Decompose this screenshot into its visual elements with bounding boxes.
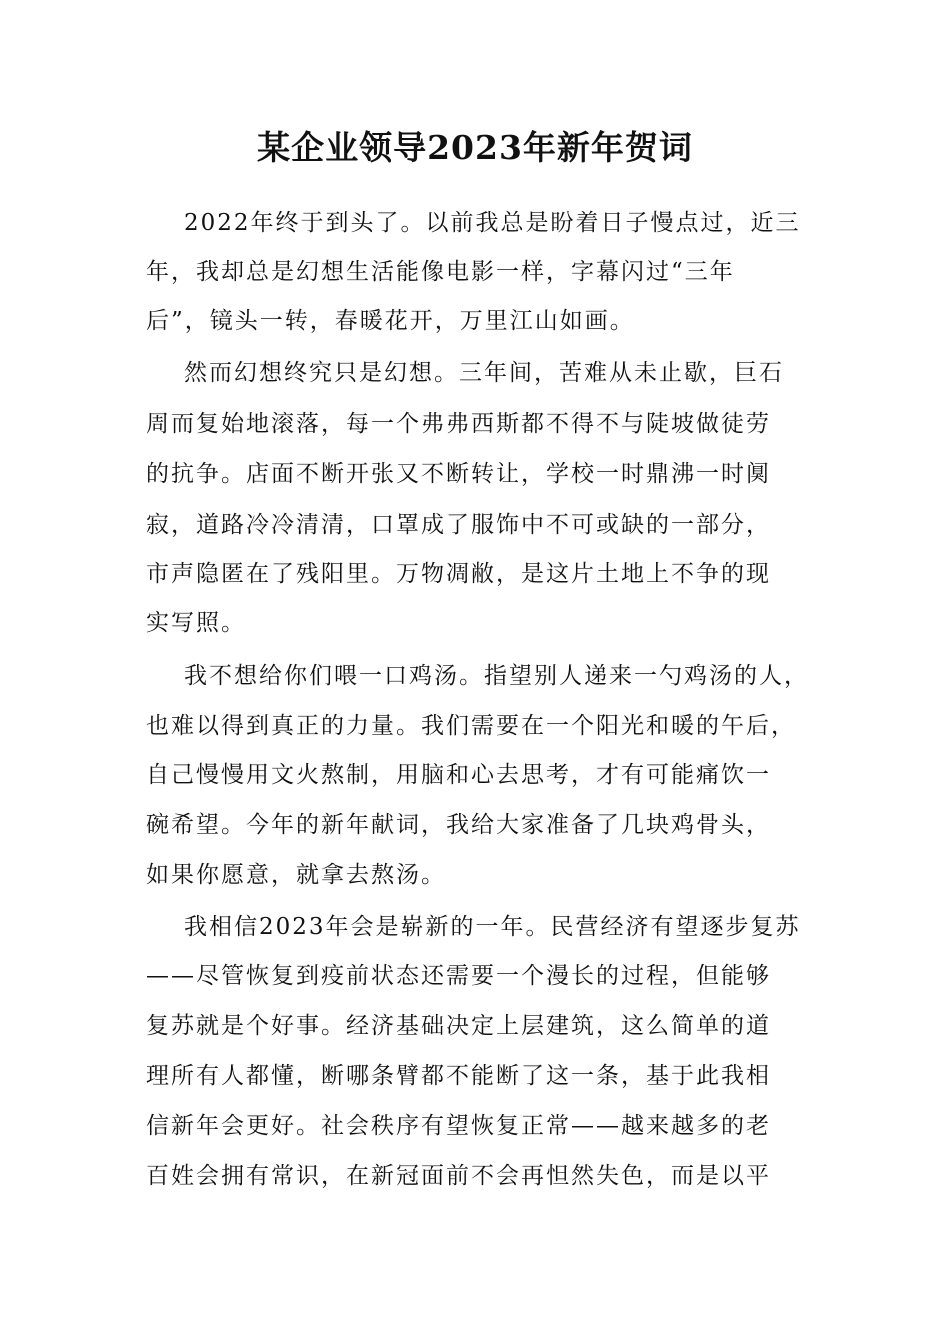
paragraph-line: 复苏就是个好事。经济基础决定上层建筑，这么简单的道 — [146, 1013, 771, 1039]
paragraph-line: 也难以得到真正的力量。我们需要在一个阳光和暖的午后， — [146, 713, 796, 739]
paragraph-line: 后”，镜头一转，春暖花开，万里江山如画。 — [146, 308, 635, 334]
paragraph-line: 自己慢慢用文火熬制，用脑和心去思考，才有可能痛饮一 — [146, 762, 771, 788]
paragraph-line: 碗希望。今年的新年献词，我给大家准备了几块鸡骨头， — [146, 812, 771, 838]
document-title: 某企业领导2023年新年贺词 — [257, 128, 693, 167]
paragraph-line: 我不想给你们喂一口鸡汤。指望别人递来一勺鸡汤的人， — [184, 663, 809, 689]
paragraph-line: 信新年会更好。社会秩序有望恢复正常——越来越多的老 — [146, 1113, 771, 1139]
paragraph-line: ——尽管恢复到疫前状态还需要一个漫长的过程，但能够 — [146, 963, 771, 989]
paragraph-line: 市声隐匿在了残阳里。万物凋敝，是这片土地上不争的现 — [146, 561, 771, 587]
paragraph-line: 2022年终于到头了。以前我总是盼着日子慢点过，近三 — [184, 210, 801, 236]
paragraph-line: 如果你愿意，就拿去熬汤。 — [146, 862, 446, 888]
paragraph-line: 我相信2023年会是崭新的一年。民营经济有望逐步复苏 — [184, 914, 801, 940]
paragraph-line: 百姓会拥有常识，在新冠面前不会再怛然失色，而是以平 — [146, 1163, 771, 1189]
paragraph-line: 年，我却总是幻想生活能像电影一样，字幕闪过“三年 — [146, 259, 735, 285]
paragraph-line: 然而幻想终究只是幻想。三年间，苦难从未止歇，巨石 — [184, 360, 784, 386]
paragraph-line: 寂，道路冷冷清清，口罩成了服饰中不可或缺的一部分， — [146, 512, 771, 538]
paragraph-line: 的抗争。店面不断开张又不断转让，学校一时鼎沸一时阒 — [146, 461, 771, 487]
paragraph-line: 理所有人都懂，断哪条臂都不能断了这一条，基于此我相 — [146, 1063, 771, 1089]
paragraph-line: 实写照。 — [146, 610, 246, 636]
paragraph-line: 周而复始地滚落，每一个弗弗西斯都不得不与陡坡做徒劳 — [146, 411, 771, 437]
